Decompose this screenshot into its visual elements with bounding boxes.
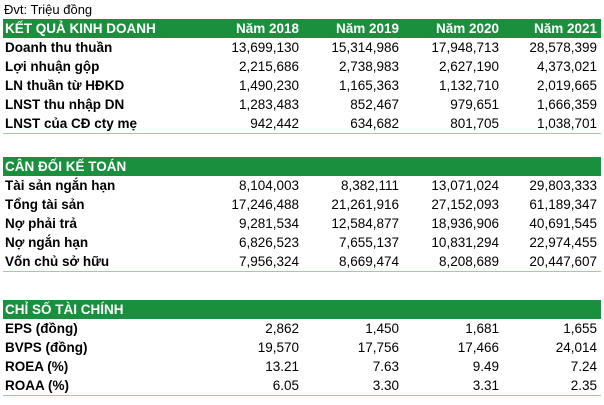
row-value: 1,165,363 <box>338 78 399 93</box>
row-value: 17,246,488 <box>231 197 299 212</box>
row-value: 3.30 <box>303 376 403 396</box>
row-label: Lợi nhuận gộp <box>5 59 100 74</box>
row-label: Nợ ngắn hạn <box>5 235 89 250</box>
row-label: LN thuần từ HĐKD <box>5 78 125 93</box>
table-row <box>3 376 601 396</box>
row-value: 22,974,455 <box>529 235 597 250</box>
section-title: CHỈ SỐ TÀI CHÍNH <box>3 300 203 319</box>
row-value: 27,152,093 <box>431 197 499 212</box>
row-value: 2,862 <box>265 321 299 336</box>
year-header <box>303 157 403 176</box>
row-value: 17,948,713 <box>431 40 499 55</box>
year-header <box>203 157 303 176</box>
row-value: 24,014 <box>555 340 597 355</box>
row-value: 7,655,137 <box>338 235 399 250</box>
table-row <box>3 114 601 134</box>
row-value: 1,655 <box>563 321 597 336</box>
row-label: Vốn chủ sở hữu <box>3 252 203 272</box>
row-value: 13,699,130 <box>231 40 299 55</box>
row-value: 21,261,916 <box>331 197 399 212</box>
row-label: Nợ phải trả <box>5 216 77 231</box>
row-value: 13,071,024 <box>431 178 499 193</box>
row-value: 18,936,906 <box>431 216 499 231</box>
year-header: Năm 2020 <box>403 19 503 38</box>
row-value: 17,466 <box>457 340 499 355</box>
row-value: 1,666,359 <box>536 97 597 112</box>
row-value: 4,373,021 <box>536 59 597 74</box>
table-row <box>3 319 601 338</box>
row-value: 61,189,347 <box>529 197 597 212</box>
year-header <box>403 157 503 176</box>
row-value: 1,038,701 <box>503 114 601 134</box>
table-row <box>3 357 601 376</box>
table-row <box>3 233 601 252</box>
business-results-table <box>3 19 601 134</box>
row-value: 1,283,483 <box>238 97 299 112</box>
table-row <box>3 57 601 76</box>
row-value: 28,578,399 <box>529 40 597 55</box>
row-value: 9.49 <box>472 359 499 374</box>
row-value: 2,627,190 <box>438 59 499 74</box>
row-value: 634,682 <box>303 114 403 134</box>
year-header <box>503 300 601 319</box>
row-value: 1,450 <box>365 321 399 336</box>
row-label: ROEA (%) <box>5 359 69 374</box>
year-header <box>303 300 403 319</box>
row-value: 7.63 <box>372 359 399 374</box>
row-value: 6.05 <box>203 376 303 396</box>
table-row <box>3 338 601 357</box>
row-label: BVPS (đồng) <box>5 340 88 355</box>
section-title: KẾT QUẢ KINH DOANH <box>3 19 203 38</box>
unit-label: Đvt: Triệu đồng <box>4 2 93 17</box>
table-row <box>3 38 601 57</box>
row-value: 2,019,665 <box>536 78 597 93</box>
row-label: EPS (đồng) <box>5 321 78 336</box>
table-row <box>3 95 601 114</box>
row-value: 8,208,689 <box>403 252 503 272</box>
year-header <box>403 300 503 319</box>
row-value: 8,669,474 <box>303 252 403 272</box>
row-label: LNST thu nhập DN <box>5 97 125 112</box>
balance-sheet-table <box>3 157 601 272</box>
row-label: Tổng tài sản <box>5 197 85 212</box>
row-value: 2.35 <box>503 376 601 396</box>
year-header: Năm 2019 <box>303 19 403 38</box>
section-header <box>3 300 601 319</box>
table-row <box>3 76 601 95</box>
row-value: 2,738,983 <box>338 59 399 74</box>
row-value: 801,705 <box>403 114 503 134</box>
row-value: 1,490,230 <box>238 78 299 93</box>
table-row <box>3 214 601 233</box>
row-value: 852,467 <box>350 97 399 112</box>
row-value: 2,215,686 <box>238 59 299 74</box>
year-header: Năm 2021 <box>503 19 601 38</box>
row-value: 17,756 <box>357 340 399 355</box>
row-value: 1,681 <box>465 321 499 336</box>
row-value: 9,281,534 <box>238 216 299 231</box>
row-label: Tài sản ngắn hạn <box>5 178 116 193</box>
financial-ratios-table <box>3 300 601 396</box>
row-value: 8,382,111 <box>340 178 399 193</box>
row-value: 40,691,545 <box>529 216 597 231</box>
row-value: 3.31 <box>403 376 503 396</box>
row-value: 942,442 <box>203 114 303 134</box>
row-value: 6,826,523 <box>238 235 299 250</box>
year-header: Năm 2018 <box>203 19 303 38</box>
table-row <box>3 176 601 195</box>
row-value: 20,447,607 <box>503 252 601 272</box>
row-value: 19,570 <box>257 340 299 355</box>
row-value: 13.21 <box>265 359 299 374</box>
table-row <box>3 195 601 214</box>
row-value: 10,831,294 <box>431 235 499 250</box>
row-label: LNST của CĐ cty mẹ <box>3 114 203 134</box>
year-header <box>203 300 303 319</box>
row-value: 15,314,986 <box>331 40 399 55</box>
row-label: Doanh thu thuần <box>5 40 113 55</box>
row-value: 12,584,877 <box>331 216 399 231</box>
table-row <box>3 252 601 272</box>
section-header <box>3 19 601 38</box>
row-label: ROAA (%) <box>3 376 203 396</box>
year-header <box>503 157 601 176</box>
row-value: 29,803,333 <box>529 178 597 193</box>
section-title: CÂN ĐỐI KẾ TOÁN <box>3 157 203 176</box>
row-value: 8,104,003 <box>238 178 299 193</box>
section-header <box>3 157 601 176</box>
row-value: 1,132,710 <box>438 78 499 93</box>
row-value: 7.24 <box>570 359 597 374</box>
row-value: 7,956,324 <box>203 252 303 272</box>
row-value: 979,651 <box>450 97 499 112</box>
